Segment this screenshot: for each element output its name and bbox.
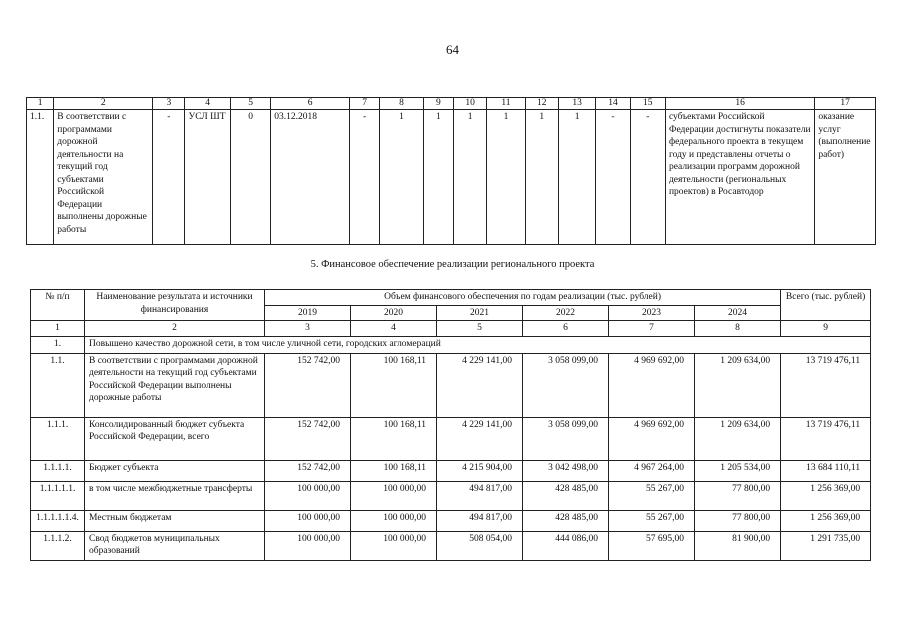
table-row: [31, 460, 871, 481]
cell-name: в том числе межбюджетные трансферты: [85, 481, 265, 510]
cell-date: 03.12.2018: [271, 110, 350, 245]
cell-value: 4 229 141,00: [437, 353, 523, 417]
cell-value: 428 485,00: [523, 510, 609, 531]
col-index: 13: [558, 98, 595, 110]
col-index: 9: [423, 98, 453, 110]
cell-total: 13 684 110,11: [781, 460, 871, 481]
cell-value: 4 969 692,00: [609, 353, 695, 417]
cell: 1: [487, 110, 525, 245]
cell-value: 55 267,00: [609, 510, 695, 531]
cell-value: 100 168,11: [351, 417, 437, 460]
section-text: Повышено качество дорожной сети, в том числе уличной сети, городских агломераций: [85, 336, 871, 353]
cell-value: 152 742,00: [265, 417, 351, 460]
col-index: 7: [609, 321, 695, 337]
cell-value: 4 969 692,00: [609, 417, 695, 460]
cell-value: 77 800,00: [695, 481, 781, 510]
cell-num: 1.1.1.1.1.4.: [31, 510, 85, 531]
cell-value: 428 485,00: [523, 481, 609, 510]
header-row: [31, 290, 871, 306]
cell: 0: [230, 110, 270, 245]
cell-total: 1 256 369,00: [781, 481, 871, 510]
cell-value: 1 209 634,00: [695, 417, 781, 460]
cell-value: 81 900,00: [695, 531, 781, 560]
cell: -: [153, 110, 185, 245]
col-index: 4: [351, 321, 437, 337]
cell-value: 494 817,00: [437, 510, 523, 531]
cell-value: 4 215 904,00: [437, 460, 523, 481]
col-index: 6: [271, 98, 350, 110]
cell-total: 13 719 476,11: [781, 353, 871, 417]
page-number: 64: [446, 42, 459, 57]
col-index: 2: [54, 98, 153, 110]
header-year: 2020: [351, 305, 437, 321]
cell-value: 55 267,00: [609, 481, 695, 510]
cell-value: 100 000,00: [265, 531, 351, 560]
cell: -: [350, 110, 380, 245]
table-row: [31, 510, 871, 531]
cell-value: 152 742,00: [265, 353, 351, 417]
col-index: 7: [350, 98, 380, 110]
cell: -: [596, 110, 630, 245]
table-row: [31, 353, 871, 417]
cell-name: Свод бюджетов муниципальных образований: [85, 531, 265, 560]
cell-value: 152 742,00: [265, 460, 351, 481]
header-total: Всего (тыс. рублей): [781, 290, 871, 321]
cell-num: 1.1.: [31, 353, 85, 417]
col-index: 3: [265, 321, 351, 337]
column-index-row: [27, 98, 876, 110]
cell-value: 1 205 534,00: [695, 460, 781, 481]
col-index: 11: [487, 98, 525, 110]
cell-num: 1.1.: [27, 110, 54, 245]
header-year: 2019: [265, 305, 351, 321]
col-index: 14: [596, 98, 630, 110]
cell-name: Местным бюджетам: [85, 510, 265, 531]
column-index-row: [31, 321, 871, 337]
header-year: 2022: [523, 305, 609, 321]
col-index: 5: [230, 98, 270, 110]
col-index: 5: [437, 321, 523, 337]
col-index: 16: [665, 98, 814, 110]
table-row: [31, 417, 871, 460]
cell-value: 3 042 498,00: [523, 460, 609, 481]
cell-description: субъектами Российской Федерации достигнуты показатели федерального проекта в текущем году и представлены отчеты о реализации программ дорожной деятельности (региональных проектов) в Росавтодор: [665, 110, 814, 245]
indicators-table: [26, 97, 876, 245]
col-index: 12: [525, 98, 558, 110]
cell: 1: [453, 110, 486, 245]
cell-value: 494 817,00: [437, 481, 523, 510]
header-name: Наименование результата и источники финансирования: [85, 290, 265, 321]
cell-value: 1 209 634,00: [695, 353, 781, 417]
table-row: [31, 481, 871, 510]
header-year: 2024: [695, 305, 781, 321]
col-index: 10: [453, 98, 486, 110]
col-index: 9: [781, 321, 871, 337]
cell-value: 4 229 141,00: [437, 417, 523, 460]
cell-type: оказание услуг (выполнение работ): [815, 110, 876, 245]
cell-total: 1 256 369,00: [781, 510, 871, 531]
col-index: 1: [27, 98, 54, 110]
col-index: 8: [380, 98, 423, 110]
financing-table: [30, 289, 871, 561]
cell-value: 508 054,00: [437, 531, 523, 560]
cell-value: 100 000,00: [351, 531, 437, 560]
header-year: 2023: [609, 305, 695, 321]
cell-value: 100 000,00: [265, 481, 351, 510]
header-num: № п/п: [31, 290, 85, 321]
cell-name: Консолидированный бюджет субъекта Российской Федерации, всего: [85, 417, 265, 460]
cell-num: 1.1.1.: [31, 417, 85, 460]
col-index: 8: [695, 321, 781, 337]
cell-value: 77 800,00: [695, 510, 781, 531]
cell-num: 1.1.1.1.1.: [31, 481, 85, 510]
cell-unit: УСЛ ШТ: [185, 110, 230, 245]
col-index: 17: [815, 98, 876, 110]
cell: 1: [525, 110, 558, 245]
col-index: 15: [630, 98, 665, 110]
header-year: 2021: [437, 305, 523, 321]
col-index: 2: [85, 321, 265, 337]
cell-value: 3 058 099,00: [523, 353, 609, 417]
cell-value: 100 168,11: [351, 460, 437, 481]
cell-num: 1.: [31, 336, 85, 353]
section-title: 5. Финансовое обеспечение реализации регионального проекта: [310, 259, 595, 270]
cell-value: 100 000,00: [351, 510, 437, 531]
cell: 1: [423, 110, 453, 245]
cell-name: Бюджет субъекта: [85, 460, 265, 481]
cell-value: 100 168,11: [351, 353, 437, 417]
cell-value: 3 058 099,00: [523, 417, 609, 460]
cell-value: 100 000,00: [351, 481, 437, 510]
col-index: 6: [523, 321, 609, 337]
col-index: 3: [153, 98, 185, 110]
table-row: [27, 110, 876, 245]
cell-name: В соответствии с программами дорожной деятельности на текущий год субъектами Российской Федерации выполнены дорожные работы: [85, 353, 265, 417]
cell-value: 100 000,00: [265, 510, 351, 531]
cell-value: 57 695,00: [609, 531, 695, 560]
section-row: [31, 336, 871, 353]
header-volume: Объем финансового обеспечения по годам реализации (тыс. рублей): [265, 290, 781, 306]
cell-total: 1 291 735,00: [781, 531, 871, 560]
cell-result: В соответствии с программами дорожной деятельности на текущий год субъектами Российской Федерации выполнены дорожные работы: [54, 110, 153, 245]
cell-value: 444 086,00: [523, 531, 609, 560]
col-index: 1: [31, 321, 85, 337]
cell-value: 4 967 264,00: [609, 460, 695, 481]
cell: -: [630, 110, 665, 245]
col-index: 4: [185, 98, 230, 110]
cell-num: 1.1.1.2.: [31, 531, 85, 560]
cell-total: 13 719 476,11: [781, 417, 871, 460]
cell: 1: [380, 110, 423, 245]
cell-num: 1.1.1.1.: [31, 460, 85, 481]
cell: 1: [558, 110, 595, 245]
table-row: [31, 531, 871, 560]
